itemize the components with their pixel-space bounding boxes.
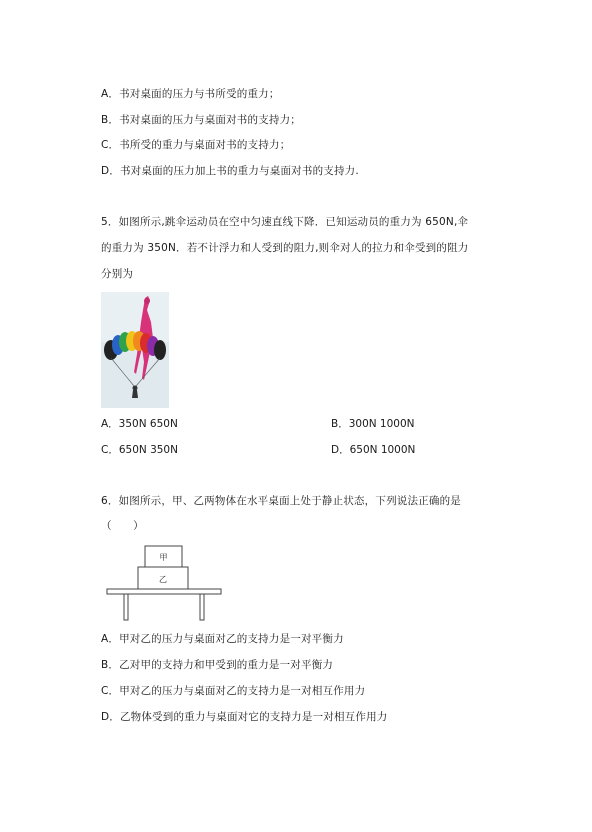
q6-option-b: B．乙对甲的支持力和甲受到的重力是一对平衡力 (101, 659, 334, 671)
q4-option-a: A．书对桌面的压力与书所受的重力； (101, 88, 280, 100)
q5-option-c: C．650N 350N (101, 444, 178, 456)
q6-stem-line-2: （ ） (101, 520, 144, 532)
q4-option-b: B．书对桌面的压力与桌面对书的支持力； (101, 114, 302, 126)
parachutist-figure (101, 292, 169, 408)
q4-option-d: D．书对桌面的压力加上书的重力与桌面对书的支持力. (101, 165, 359, 177)
box-jia-label: 甲 (159, 553, 168, 562)
q5-option-a: A．350N 650N (101, 418, 178, 430)
q6-option-c: C．甲对乙的压力与桌面对乙的支持力是一对相互作用力 (101, 685, 366, 697)
q6-option-d: D．乙物体受到的重力与桌面对它的支持力是一对相互作用力 (101, 711, 388, 723)
q5-stem-line-2: 的重力为 350N．若不计浮力和人受到的阻力,则伞对人的拉力和伞受到的阻力 (101, 242, 469, 254)
box-yi-label: 乙 (159, 575, 167, 584)
q5-option-b: B．300N 1000N (331, 418, 415, 430)
q5-stem-line-3: 分别为 (101, 268, 134, 280)
q4-option-c: C．书所受的重力与桌面对书的支持力； (101, 139, 291, 151)
q5-option-d: D．650N 1000N (331, 444, 416, 456)
q6-stem-line-1: 6．如图所示，甲、乙两物体在水平桌面上处于静止状态，下列说法正确的是 (101, 495, 461, 507)
q5-stem-line-1: 5．如图所示,跳伞运动员在空中匀速直线下降．已知运动员的重力为 650N,伞 (101, 216, 469, 228)
q6-option-a: A．甲对乙的压力与桌面对乙的支持力是一对平衡力 (101, 633, 344, 645)
table-boxes-figure (106, 544, 222, 622)
